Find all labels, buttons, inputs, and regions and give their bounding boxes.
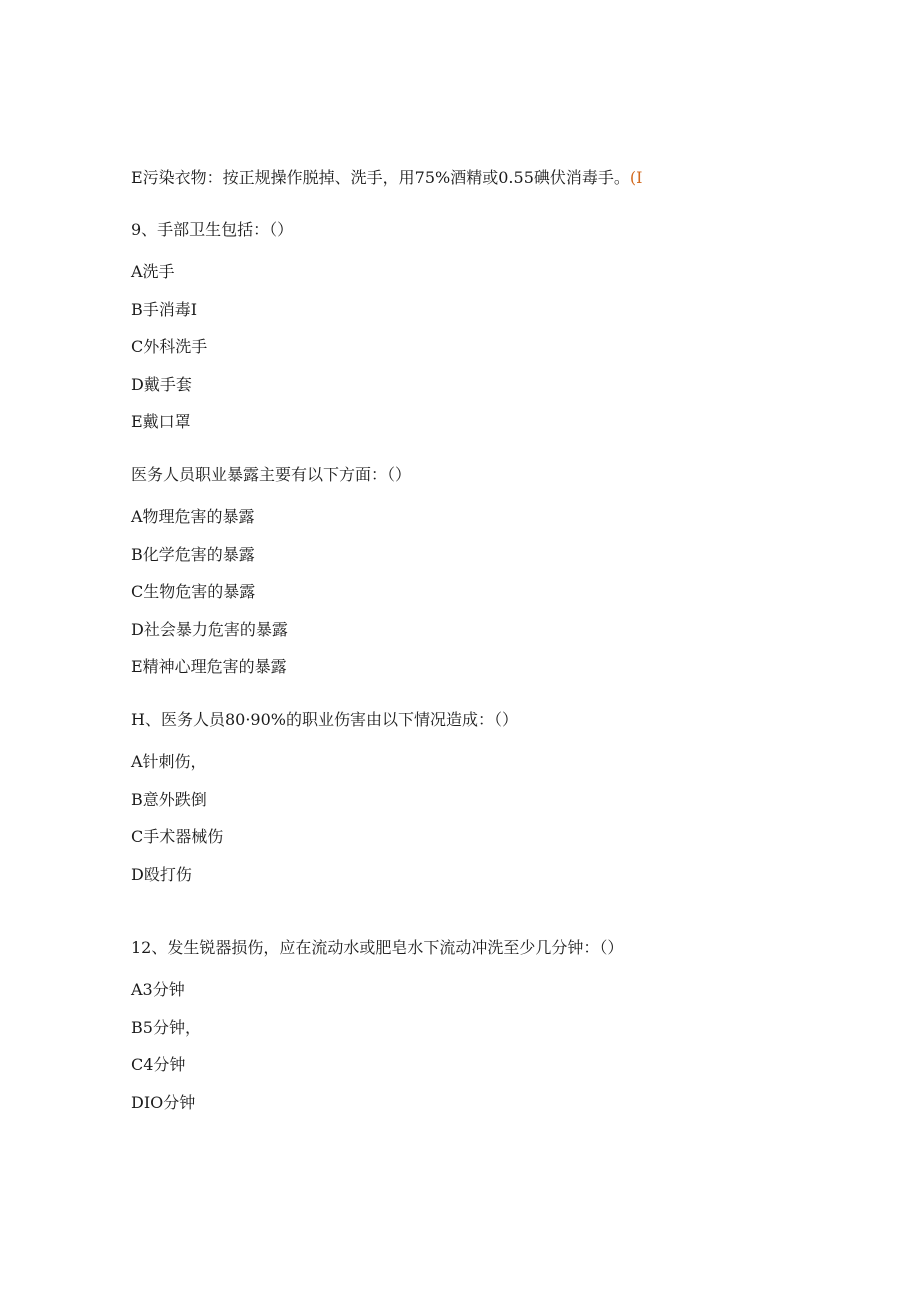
question-11: H、医务人员80·90%的职业伤害由以下情况造成：（） [131, 710, 518, 729]
question-12-option-c: C4分钟 [131, 1055, 186, 1074]
question-10: 医务人员职业暴露主要有以下方面：（） [131, 465, 412, 484]
question-9-option-a: A洗手 [131, 262, 175, 281]
question-11-option-d: D殴打伤 [131, 865, 192, 884]
question-10-option-e: E精神心理危害的暴露 [131, 657, 287, 676]
question-11-option-a: A针刺伤， [131, 752, 207, 771]
question-10-option-d: D社会暴力危害的暴露 [131, 620, 288, 639]
question-11-option-c: C手术器械伤 [131, 827, 224, 846]
question-12: 12、发生锐器损伤，应在流动水或肥皂水下流动冲洗至少几分钟：（） [131, 938, 624, 957]
question-12-option-d: DIO分钟 [131, 1093, 196, 1112]
question-9-option-d: D戴手套 [131, 375, 192, 394]
answer-option-e-contaminated-clothing [131, 168, 642, 188]
question-10-option-c: C生物危害的暴露 [131, 582, 256, 601]
question-9-option-c: C外科洗手 [131, 337, 208, 356]
question-9-option-b: B手消毒I [131, 300, 198, 319]
question-12-option-a: A3分钟 [131, 980, 185, 999]
question-9: 9、手部卫生包括：（） [131, 220, 294, 239]
question-12-option-b: B5分钟， [131, 1018, 201, 1037]
option-text: E污染衣物：按正规操作脱掉、洗手，用75%酒精或0.55碘伏消毒手。 [131, 168, 630, 187]
question-11-option-b: B意外跌倒 [131, 790, 207, 809]
truncated-marker: (I [629, 168, 643, 187]
question-9-option-e: E戴口罩 [131, 412, 191, 431]
question-10-option-b: B化学危害的暴露 [131, 545, 255, 564]
question-10-option-a: A物理危害的暴露 [131, 507, 255, 526]
